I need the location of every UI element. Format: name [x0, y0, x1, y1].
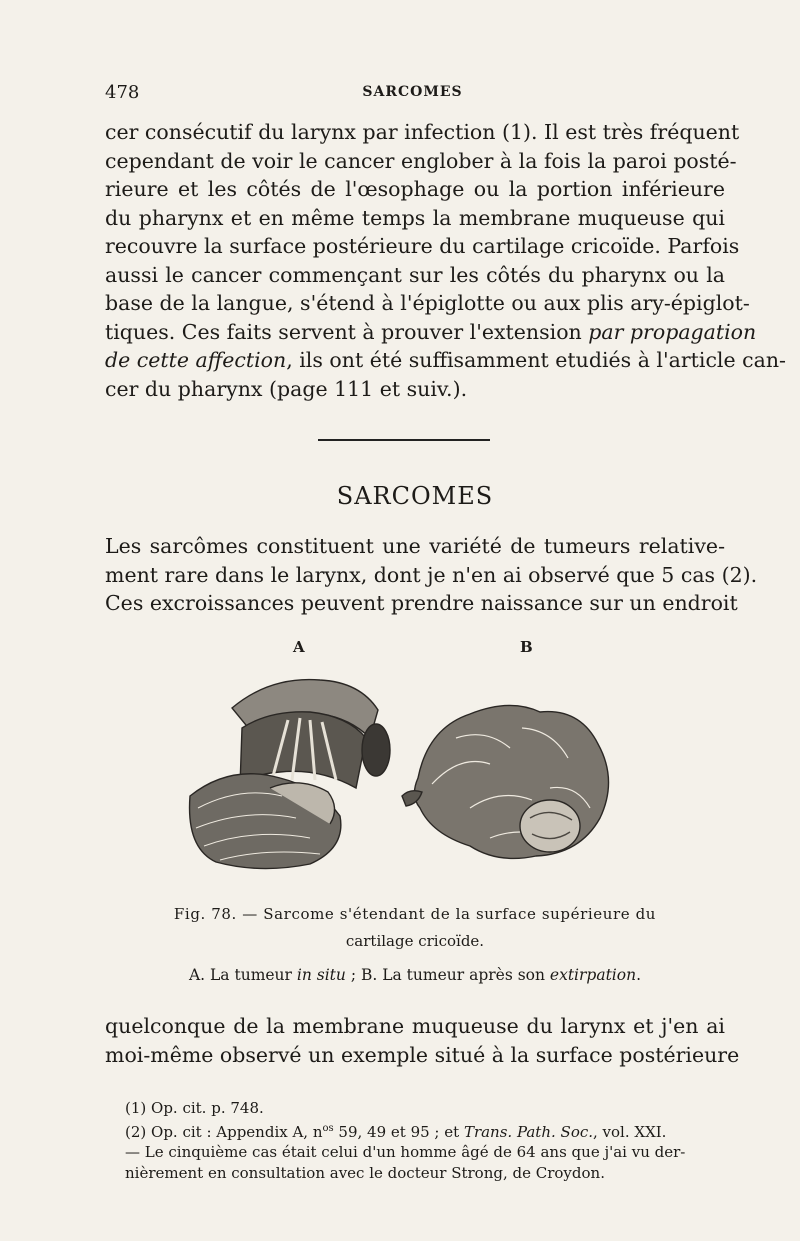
text-line: base de la langue, s'étend à l'épiglotte ou aux plis ary-épiglot-: [105, 291, 750, 315]
figure-label-a: A: [293, 638, 305, 656]
text-line: cer consécutif du larynx par infection (1). Il est très fréquent: [105, 120, 740, 144]
figure-caption: Fig. 78. — Sarcome s'étendant de la surface supérieure du: [173, 905, 657, 923]
section-heading: SARCOMES: [336, 482, 494, 510]
italic-run: par propagation: [588, 319, 757, 344]
footnote-italic: Trans. Path. Soc.: [463, 1122, 594, 1141]
paragraph-2: [105, 532, 758, 618]
text-line: [105, 346, 786, 375]
section-divider: [318, 439, 490, 441]
text-line: rieure et les côtés de l'œsophage ou la portion inférieure: [105, 177, 725, 201]
footnote-text: 59, 49 et 95 ; et: [333, 1122, 464, 1141]
text-line: ment rare dans le larynx, dont je n'en ai observé que 5 cas (2).: [105, 562, 758, 587]
text-line: moi-même observé un exemple situé à la surface postérieure: [105, 1042, 740, 1067]
text-line: Les sarcômes constituent une variété de tumeurs relative-: [105, 534, 725, 558]
footnote-2-continued: — Le cinquième cas était celui d'un homme âgé de 64 ans que j'ai vu der-: [125, 1143, 686, 1161]
footnote-2: [125, 1119, 725, 1143]
footnote-text: (2) Op. cit : Appendix A, n: [125, 1122, 323, 1141]
text-line: [105, 318, 757, 347]
legend-text: A. La tumeur: [188, 966, 297, 984]
running-title: SARCOMES: [362, 84, 463, 100]
text-line: Ces excroissances peuvent prendre naissance sur un endroit: [105, 591, 738, 615]
legend-italic: extirpation: [549, 966, 637, 984]
legend-text: ; B. La tumeur après son: [345, 966, 550, 984]
text-line: cependant de voir le cancer englober à la fois la paroi posté-: [105, 148, 737, 173]
figure-caption-continued: cartilage cricoïde.: [345, 932, 485, 950]
italic-run: de cette affection: [105, 348, 287, 372]
text-line: du pharynx et en même temps la membrane muqueuse qui: [105, 205, 725, 230]
text-line: cer du pharynx (page 111 et suiv.).: [105, 376, 468, 401]
text-line: aussi le cancer commençant sur les côtés du pharynx ou la: [105, 262, 725, 287]
tumor-extirpated-drawing: [402, 705, 609, 858]
footnote-2-continued: nièrement en consultation avec le docteur Strong, de Croydon.: [125, 1163, 605, 1182]
paragraph-1: [105, 118, 786, 403]
tumor-in-situ-drawing: [190, 680, 390, 869]
figure-legend: [105, 966, 725, 984]
text-line: recouvre la surface postérieure du cartilage cricoïde. Parfois: [105, 234, 740, 258]
legend-italic: in situ: [296, 966, 346, 984]
text-line: quelconque de la membrane muqueuse du larynx et j'en ai: [105, 1014, 725, 1038]
text-run: , ils ont été suffisamment etudiés à l'article can-: [286, 348, 786, 372]
legend-text: .: [636, 966, 642, 984]
page-number: 478: [105, 82, 140, 103]
footnote-1: (1) Op. cit. p. 748.: [125, 1099, 264, 1117]
figure-78-illustration: [170, 668, 650, 878]
paragraph-3: [105, 1012, 740, 1069]
running-header: [105, 82, 720, 106]
figure-label-b: B: [520, 638, 533, 656]
text-run: tiques. Ces faits servent à prouver l'extension: [105, 319, 589, 344]
footnote-text: , vol. XXI.: [593, 1122, 667, 1141]
footnote-superscript: os: [322, 1122, 334, 1134]
footnotes: [125, 1098, 725, 1183]
